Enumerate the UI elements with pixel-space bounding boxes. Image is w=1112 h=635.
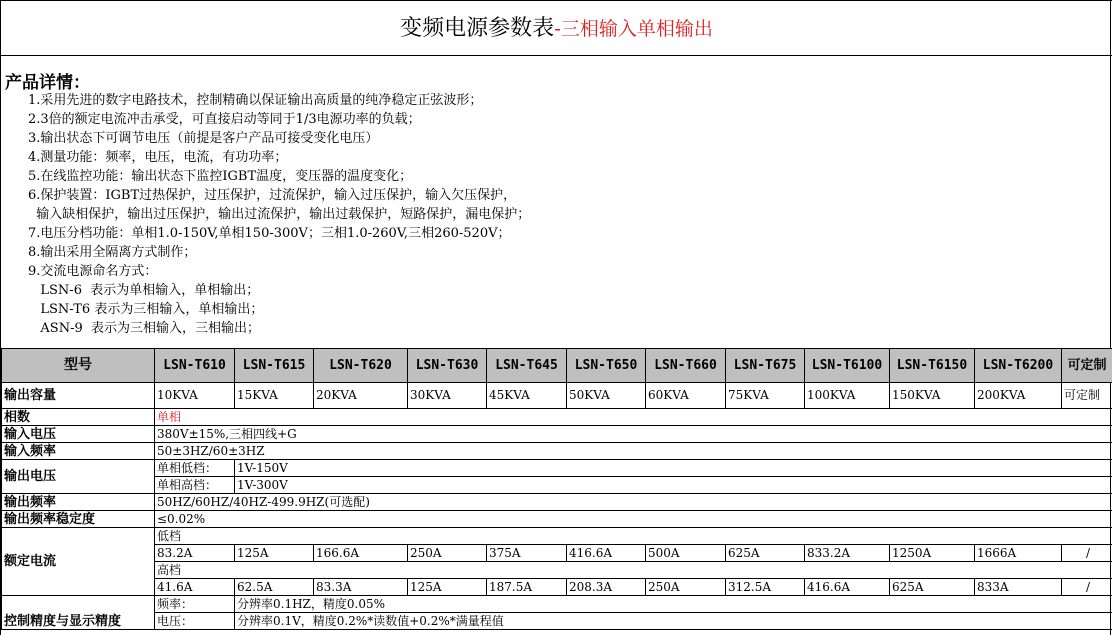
detail-line: 9.交流电源命名方式： bbox=[28, 264, 158, 279]
cell: 频率： bbox=[155, 596, 235, 613]
cell: 50HZ/60HZ/40HZ-499.9HZ(可选配) bbox=[155, 494, 1112, 511]
cell: ≤0.02% bbox=[155, 511, 1112, 528]
cell: 83.3A bbox=[314, 579, 408, 596]
details-heading: 产品详情： bbox=[5, 73, 90, 93]
header-model: LSN-T6200 bbox=[975, 349, 1062, 383]
cell: 50KVA bbox=[567, 383, 646, 409]
cell: / bbox=[1062, 545, 1112, 562]
header-model: LSN-T675 bbox=[726, 349, 805, 383]
table-row bbox=[2, 613, 1112, 630]
page-title bbox=[1, 0, 1112, 56]
detail-line: LSN-T6 表示为三相输入，单相输出； bbox=[28, 302, 264, 317]
cell: 1666A bbox=[975, 545, 1062, 562]
cell: 50±3HZ/60±3HZ bbox=[155, 443, 1112, 460]
cell: 166.6A bbox=[314, 545, 408, 562]
cell: 250A bbox=[646, 579, 726, 596]
table-row bbox=[2, 477, 1112, 494]
cell: 高档 bbox=[155, 562, 1112, 579]
cell: 125A bbox=[235, 545, 314, 562]
cell: 150KVA bbox=[890, 383, 975, 409]
cell: 833.2A bbox=[805, 545, 890, 562]
cell: 250A bbox=[408, 545, 487, 562]
spec-table bbox=[1, 348, 1112, 630]
row-label: 输出频率稳定度 bbox=[2, 511, 155, 528]
header-model: LSN-T630 bbox=[408, 349, 487, 383]
header-model: LSN-T610 bbox=[155, 349, 235, 383]
cell: 187.5A bbox=[487, 579, 567, 596]
detail-line: 4.测量功能：频率，电压，电流，有功功率； bbox=[28, 150, 288, 165]
cell: 1V-300V bbox=[235, 477, 1112, 494]
header-model: LSN-T6150 bbox=[890, 349, 975, 383]
detail-line: 输入缺相保护，输出过压保护，输出过流保护，输出过载保护，短路保护，漏电保护； bbox=[28, 207, 531, 222]
table-row bbox=[2, 426, 1112, 443]
table-row bbox=[2, 579, 1112, 596]
cell: 分辨率0.1HZ，精度0.05% bbox=[235, 596, 1112, 613]
table-row bbox=[2, 409, 1112, 426]
table-header-row bbox=[2, 349, 1112, 383]
row-label: 控制精度与显示精度 bbox=[2, 596, 155, 630]
cell: 100KVA bbox=[805, 383, 890, 409]
cell: 416.6A bbox=[805, 579, 890, 596]
detail-line: 6.保护装置：IGBT过热保护，过压保护，过流保护，输入过压保护，输入欠压保护， bbox=[28, 188, 517, 203]
cell: 375A bbox=[487, 545, 567, 562]
detail-line: 5.在线监控功能：输出状态下监控IGBT温度，变压器的温度变化； bbox=[28, 169, 413, 184]
cell: 125A bbox=[408, 579, 487, 596]
cell: 500A bbox=[646, 545, 726, 562]
cell: 60KVA bbox=[646, 383, 726, 409]
header-model: LSN-T650 bbox=[567, 349, 646, 383]
row-label: 输入电压 bbox=[2, 426, 155, 443]
cell: 可定制 bbox=[1062, 383, 1112, 409]
cell: 单相 bbox=[155, 409, 1112, 426]
cell: 单相低档： bbox=[155, 460, 235, 477]
cell: 低档 bbox=[155, 528, 1112, 545]
cell: 30KVA bbox=[408, 383, 487, 409]
table-row bbox=[2, 528, 1112, 545]
cell: 83.2A bbox=[155, 545, 235, 562]
table-row bbox=[2, 460, 1112, 477]
table-row bbox=[2, 443, 1112, 460]
table-row bbox=[2, 494, 1112, 511]
table-row bbox=[2, 511, 1112, 528]
detail-line: 2.3倍的额定电流冲击承受，可直接启动等同于1/3电源功率的负载； bbox=[28, 112, 421, 127]
cell: 单相高档： bbox=[155, 477, 235, 494]
detail-line: 3.输出状态下可调节电压（前提是客户产品可接受变化电压） bbox=[28, 131, 379, 146]
cell: 312.5A bbox=[726, 579, 805, 596]
detail-line: ASN-9 表示为三相输入，三相输出； bbox=[28, 321, 260, 336]
cell: 电压： bbox=[155, 613, 235, 630]
detail-line: 7.电压分档功能：单相1.0-150V,单相150-300V；三相1.0-260V,三相260-520V； bbox=[28, 226, 511, 241]
row-label: 额定电流 bbox=[2, 528, 155, 596]
cell: 833A bbox=[975, 579, 1062, 596]
table-row bbox=[2, 545, 1112, 562]
row-label: 输出频率 bbox=[2, 494, 155, 511]
title-main: 变频电源参数表 bbox=[400, 16, 555, 41]
cell: 625A bbox=[890, 579, 975, 596]
header-model: LSN-T6100 bbox=[805, 349, 890, 383]
product-details bbox=[1, 56, 1111, 348]
cell: 380V±15%,三相四线+G bbox=[155, 426, 1112, 443]
cell: 分辨率0.1V，精度0.2%*读数值+0.2%*满量程值 bbox=[235, 613, 1112, 630]
detail-line: LSN-6 表示为单相输入，单相输出； bbox=[28, 283, 260, 298]
cell: 200KVA bbox=[975, 383, 1062, 409]
header-model-label: 型号 bbox=[2, 349, 155, 383]
table-row bbox=[2, 562, 1112, 579]
cell: 10KVA bbox=[155, 383, 235, 409]
detail-line: 8.输出采用全隔离方式制作； bbox=[28, 245, 197, 260]
cell: 416.6A bbox=[567, 545, 646, 562]
header-model: LSN-T615 bbox=[235, 349, 314, 383]
row-label: 输入频率 bbox=[2, 443, 155, 460]
row-label: 相数 bbox=[2, 409, 155, 426]
title-subtitle: -三相输入单相输出 bbox=[554, 18, 713, 40]
cell: / bbox=[1062, 579, 1112, 596]
row-label: 输出容量 bbox=[2, 383, 155, 409]
cell: 20KVA bbox=[314, 383, 408, 409]
cell: 208.3A bbox=[567, 579, 646, 596]
cell: 15KVA bbox=[235, 383, 314, 409]
table-row bbox=[2, 596, 1112, 613]
header-model: LSN-T620 bbox=[314, 349, 408, 383]
cell: 625A bbox=[726, 545, 805, 562]
cell: 41.6A bbox=[155, 579, 235, 596]
detail-line: 1.采用先进的数字电路技术，控制精确以保证输出高质量的纯净稳定正弦波形； bbox=[28, 93, 483, 108]
table-row bbox=[2, 383, 1112, 409]
cell: 1V-150V bbox=[235, 460, 1112, 477]
header-model: 可定制 bbox=[1062, 349, 1112, 383]
cell: 75KVA bbox=[726, 383, 805, 409]
row-label: 输出电压 bbox=[2, 460, 155, 494]
header-model: LSN-T660 bbox=[646, 349, 726, 383]
cell: 45KVA bbox=[487, 383, 567, 409]
cell: 1250A bbox=[890, 545, 975, 562]
header-model: LSN-T645 bbox=[487, 349, 567, 383]
cell: 62.5A bbox=[235, 579, 314, 596]
